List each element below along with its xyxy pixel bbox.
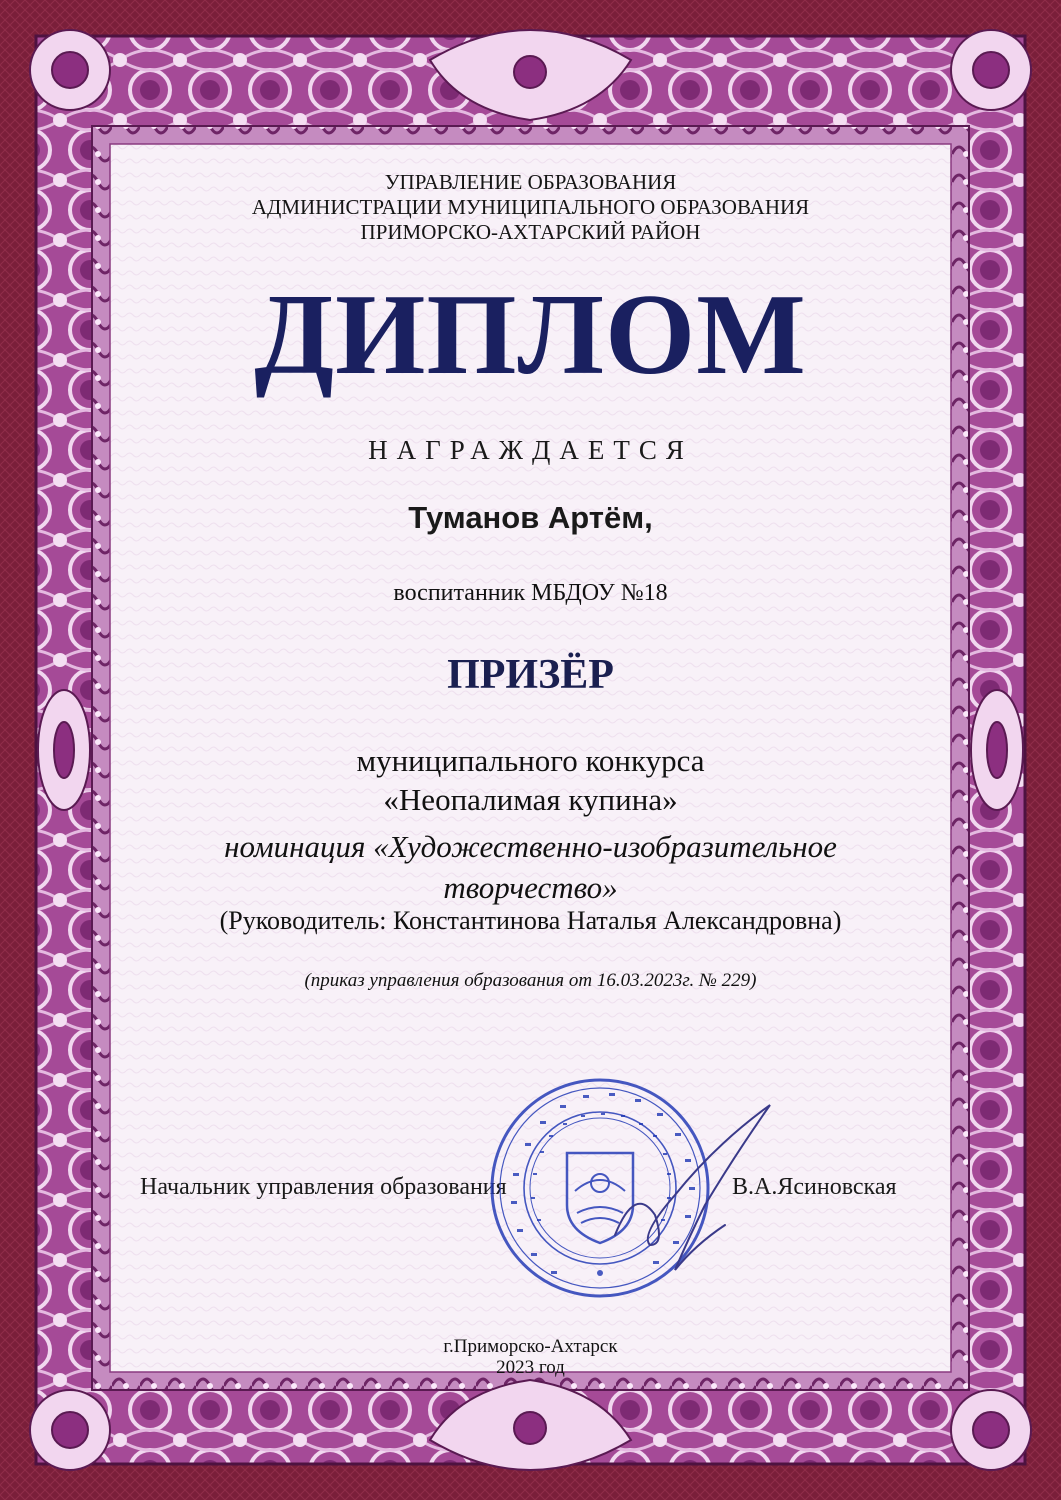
contest-name: «Неопалимая купина» [383,782,678,817]
signatory-name: В.А.Ясиновская [732,1174,897,1200]
handwritten-signature [595,1095,795,1295]
place-title: ПРИЗЁР [447,652,614,698]
diploma-title: ДИПЛОМ [254,271,807,399]
recipient-name: Туманов Артём, [408,500,653,535]
signatory-position: Начальник управления образования [140,1174,507,1200]
issuer-line-1: УПРАВЛЕНИЕ ОБРАЗОВАНИЯ [384,170,677,194]
issuer-line-2: АДМИНИСТРАЦИИ МУНИЦИПАЛЬНОГО ОБРАЗОВАНИЯ [251,195,810,219]
supervisor-line: (Руководитель: Константинова Наталья Александровна) [219,906,842,935]
contest-level: муниципального конкурса [356,743,705,778]
year-line: 2023 год [496,1357,565,1378]
nomination-block [0,826,1061,908]
recipient-status: воспитанник МБДОУ №18 [393,580,668,606]
city-line: г.Приморско-Ахтарск [443,1336,618,1357]
nomination-line-1: номинация «Художественно-изобразительное [224,829,837,864]
issuer-block [0,170,1061,245]
issuer-line-3: ПРИМОРСКО-АХТАРСКИЙ РАЙОН [360,220,701,244]
nomination-line-2: творчество» [443,870,618,905]
awarded-label: НАГРАЖДАЕТСЯ [368,435,693,465]
order-reference: (приказ управления образования от 16.03.2023г. № 229) [304,970,757,991]
